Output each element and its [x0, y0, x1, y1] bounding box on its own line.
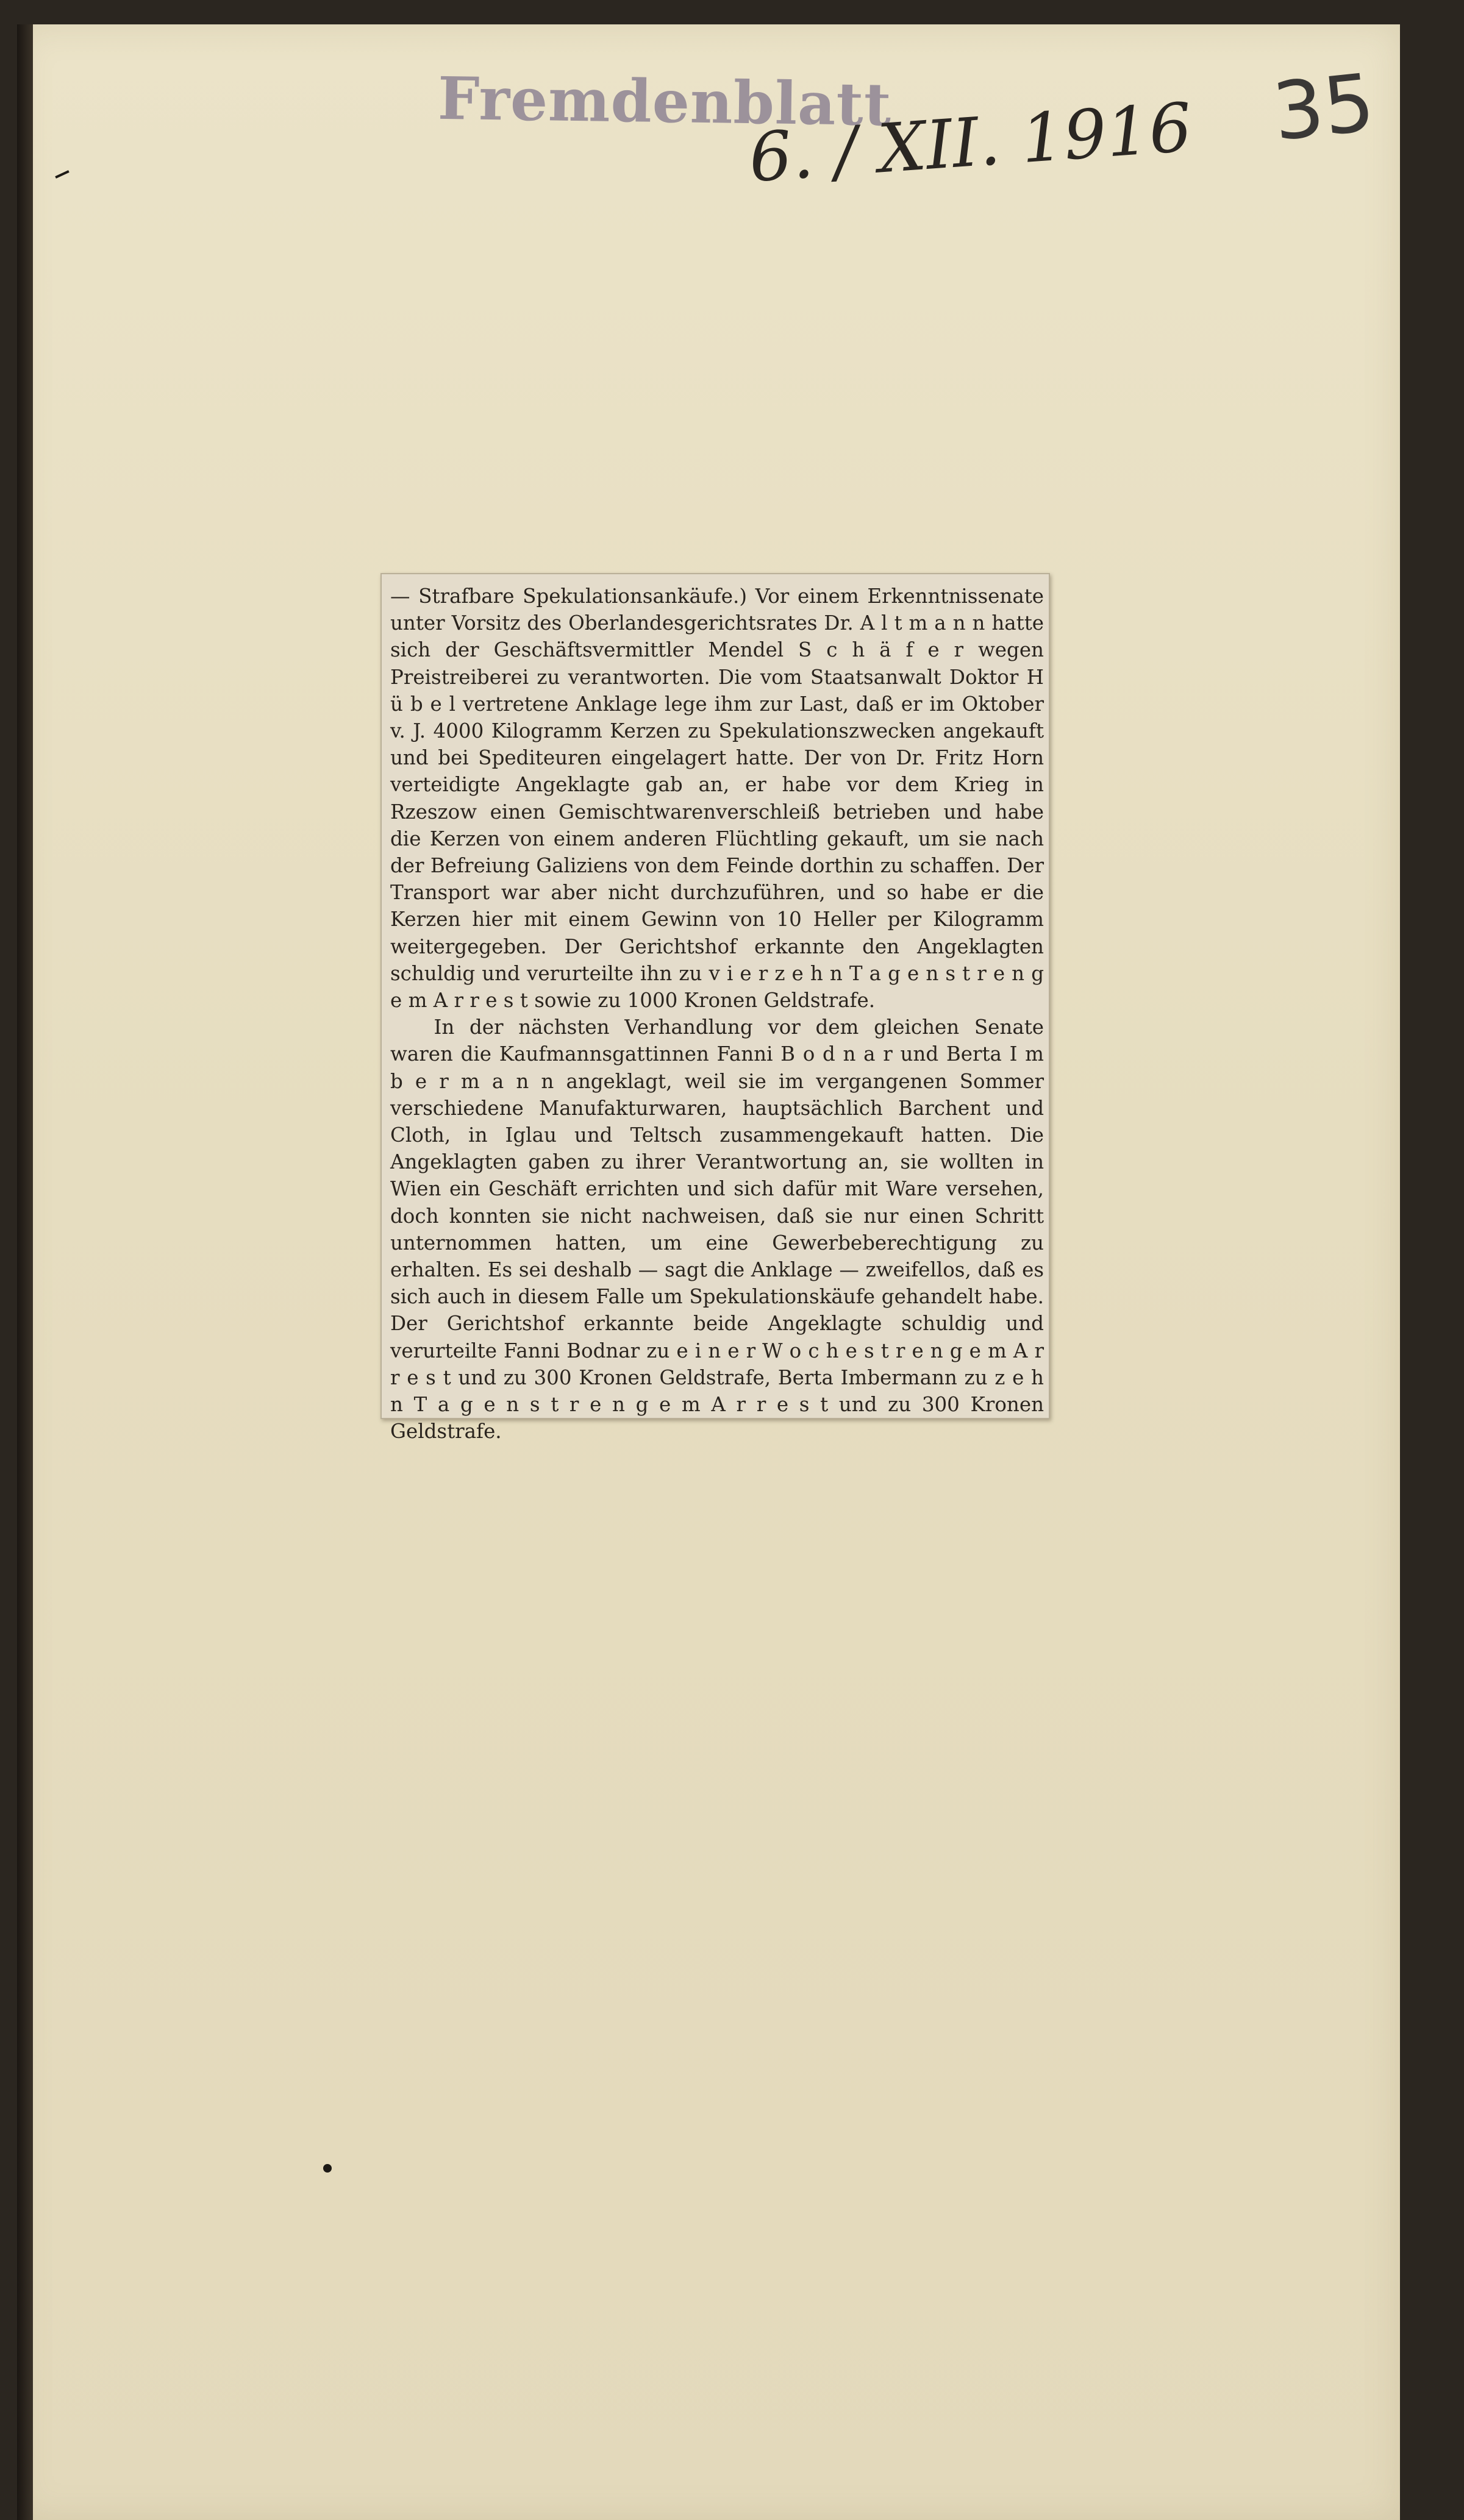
ink-mark — [55, 170, 69, 179]
article-paragraph-1: — Strafbare Spekulationsankäufe.) Vor einem Erkenntnissenate unter Vorsitz des Oberlandesgerichtsrates Dr. A l t m a n n hatte sich der Geschäftsvermittler Mendel S c h ä f e r wegen Preistreiberei zu verantworten. Die vom Staatsanwalt Doktor H ü b e l vertretene Anklage lege ihm zur Last, daß er im Oktober v. J. 4000 Kilogramm Kerzen zu Spekulationszwecken angekauft und bei Spediteuren eingelagert hatte. Der von Dr. Fritz Horn verteidigte Angeklagte gab an, er habe vor dem Krieg in Rzeszow einen Gemischtwarenverschleiß betrieben und habe die Kerzen von einem anderen Flüchtling gekauft, um sie nach der Befreiung Galiziens von dem Feinde dorthin zu schaffen. Der Transport war aber nicht durchzuführen, und so habe er die Kerzen hier mit einem Gewinn von 10 Heller per Kilogramm weitergegeben. Der Gerichtshof erkannte den Angeklagten schuldig und verurteilte ihn zu v i e r z e h n T a g e n s t r e n g e m A r r e s t sowie zu 1000 Kronen Geldstrafe. — [390, 585, 1044, 1013]
sheet-edge-shadow — [17, 24, 33, 2520]
archive-sheet — [17, 24, 1400, 2520]
newspaper-clipping — [380, 573, 1050, 1443]
handwritten-date: 6. / XII. 1916 — [746, 88, 1194, 198]
ink-spot — [323, 2164, 332, 2173]
folio-number: 35 — [1268, 55, 1379, 159]
newspaper-stamp: Fremdenblatt — [437, 63, 892, 140]
article-paragraph-2: In der nächsten Verhandlung vor dem gleichen Senate waren die Kaufmannsgattinnen Fanni B o d n a r und Berta I m b e r m a n n angeklagt, weil sie im vergangenen Sommer verschiedene Manufakturwaren, hauptsächlich Barchent und Cloth, in Iglau und Teltsch zusammengekauft hatten. Die Angeklagten gaben zu ihrer Verantwortung an, sie wollten in Wien ein Geschäft errichten und sich dafür mit Ware versehen, doch konnten sie nicht nachweisen, daß sie nur einen Schritt unternommen hatten, um eine Gewerbeberechtigung zu erhalten. Es sei deshalb — sagt die Anklage — zweifellos, daß es sich auch in diesem Falle um Spekulationskäufe gehandelt habe. Der Gerichtshof erkannte beide Angeklagte schuldig und verurteilte Fanni Bodnar zu e i n e r W o c h e s t r e n g e m A r r e s t und zu 300 Kronen Geldstrafe, Berta Imbermann zu z e h n T a g e n s t r e n g e m A r r e s t und zu 300 Kronen Geldstrafe. — [390, 1016, 1044, 1443]
